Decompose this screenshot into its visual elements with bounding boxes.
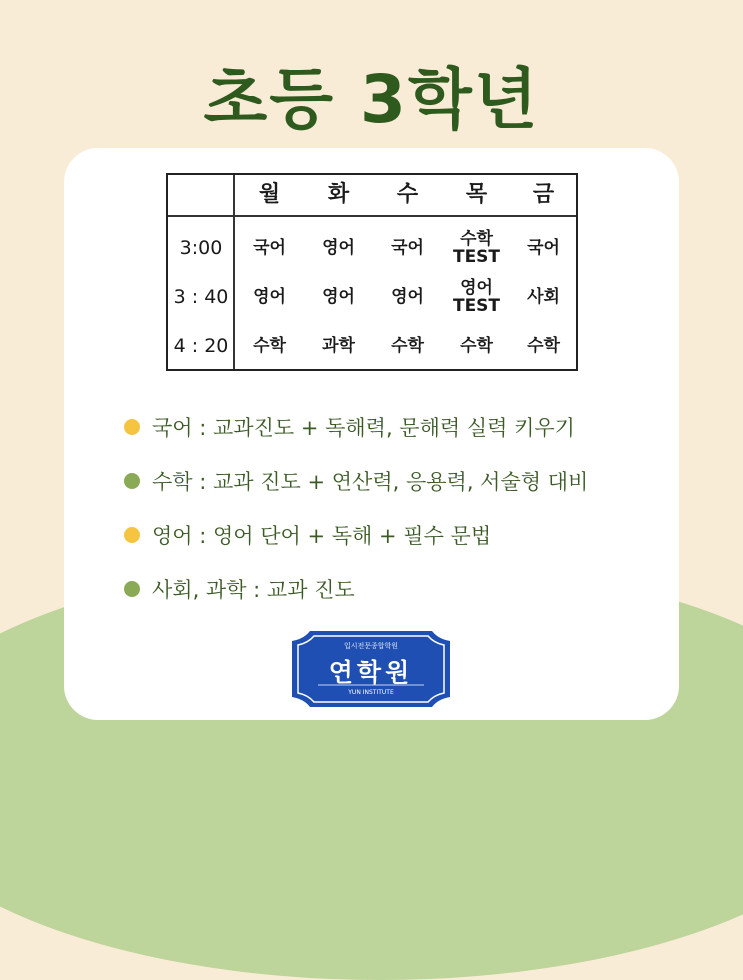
- logo-tagline: 입시전문종합학원: [343, 642, 399, 650]
- timetable-cell: 과학: [322, 336, 355, 357]
- timetable-cell: 사회: [527, 287, 560, 308]
- note-text: 사회, 과학 : 교과 진도: [152, 578, 355, 602]
- note-text: 영어 : 영어 단어 + 독해 + 필수 문법: [152, 524, 492, 548]
- timetable: [166, 173, 578, 371]
- day-header-mon: 월: [258, 182, 281, 208]
- page-title: 초등 3학년: [203, 61, 540, 138]
- bullet-dot-icon: [124, 527, 140, 543]
- timetable-cell: 수학: [391, 336, 424, 357]
- time-slot-2: 3 : 40: [173, 286, 229, 309]
- day-header-wed: 수: [396, 182, 419, 208]
- timetable-cell: 국어: [253, 238, 286, 259]
- list-item: [124, 562, 664, 616]
- bullet-dot-icon: [124, 473, 140, 489]
- timetable-cell: 영어 TEST: [452, 278, 501, 316]
- timetable-cell: 국어: [391, 238, 424, 259]
- time-slot-1: 3:00: [179, 237, 223, 260]
- day-header-fri: 금: [532, 182, 555, 208]
- bullet-dot-icon: [124, 581, 140, 597]
- bullet-dot-icon: [124, 419, 140, 435]
- timetable-cell: 수학: [527, 336, 560, 357]
- list-item: [124, 454, 664, 508]
- timetable-header-divider: [168, 215, 576, 217]
- day-header-thu: 목: [465, 182, 488, 208]
- timetable-cell: 국어: [527, 238, 560, 259]
- list-item: [124, 400, 664, 454]
- timetable-cell: 영어: [322, 238, 355, 259]
- timetable-cell: 수학: [460, 336, 493, 357]
- timetable-cell: 영어: [391, 287, 424, 308]
- note-text: 국어 : 교과진도 + 독해력, 문해력 실력 키우기: [152, 416, 575, 440]
- time-slot-3: 4 : 20: [173, 335, 229, 358]
- list-item: [124, 508, 664, 562]
- logo-name: 연학원: [328, 658, 414, 687]
- subject-notes: [124, 400, 664, 616]
- timetable-cell: 영어: [253, 287, 286, 308]
- timetable-cell: 수학 TEST: [452, 229, 501, 267]
- academy-logo: [288, 627, 454, 711]
- logo-subtitle: YUN INSTITUTE: [348, 689, 394, 696]
- note-text: 수학 : 교과 진도 + 연산력, 응용력, 서술형 대비: [152, 470, 589, 494]
- timetable-cell: 수학: [253, 336, 286, 357]
- timetable-cell: 영어: [322, 287, 355, 308]
- day-header-tue: 화: [327, 182, 350, 208]
